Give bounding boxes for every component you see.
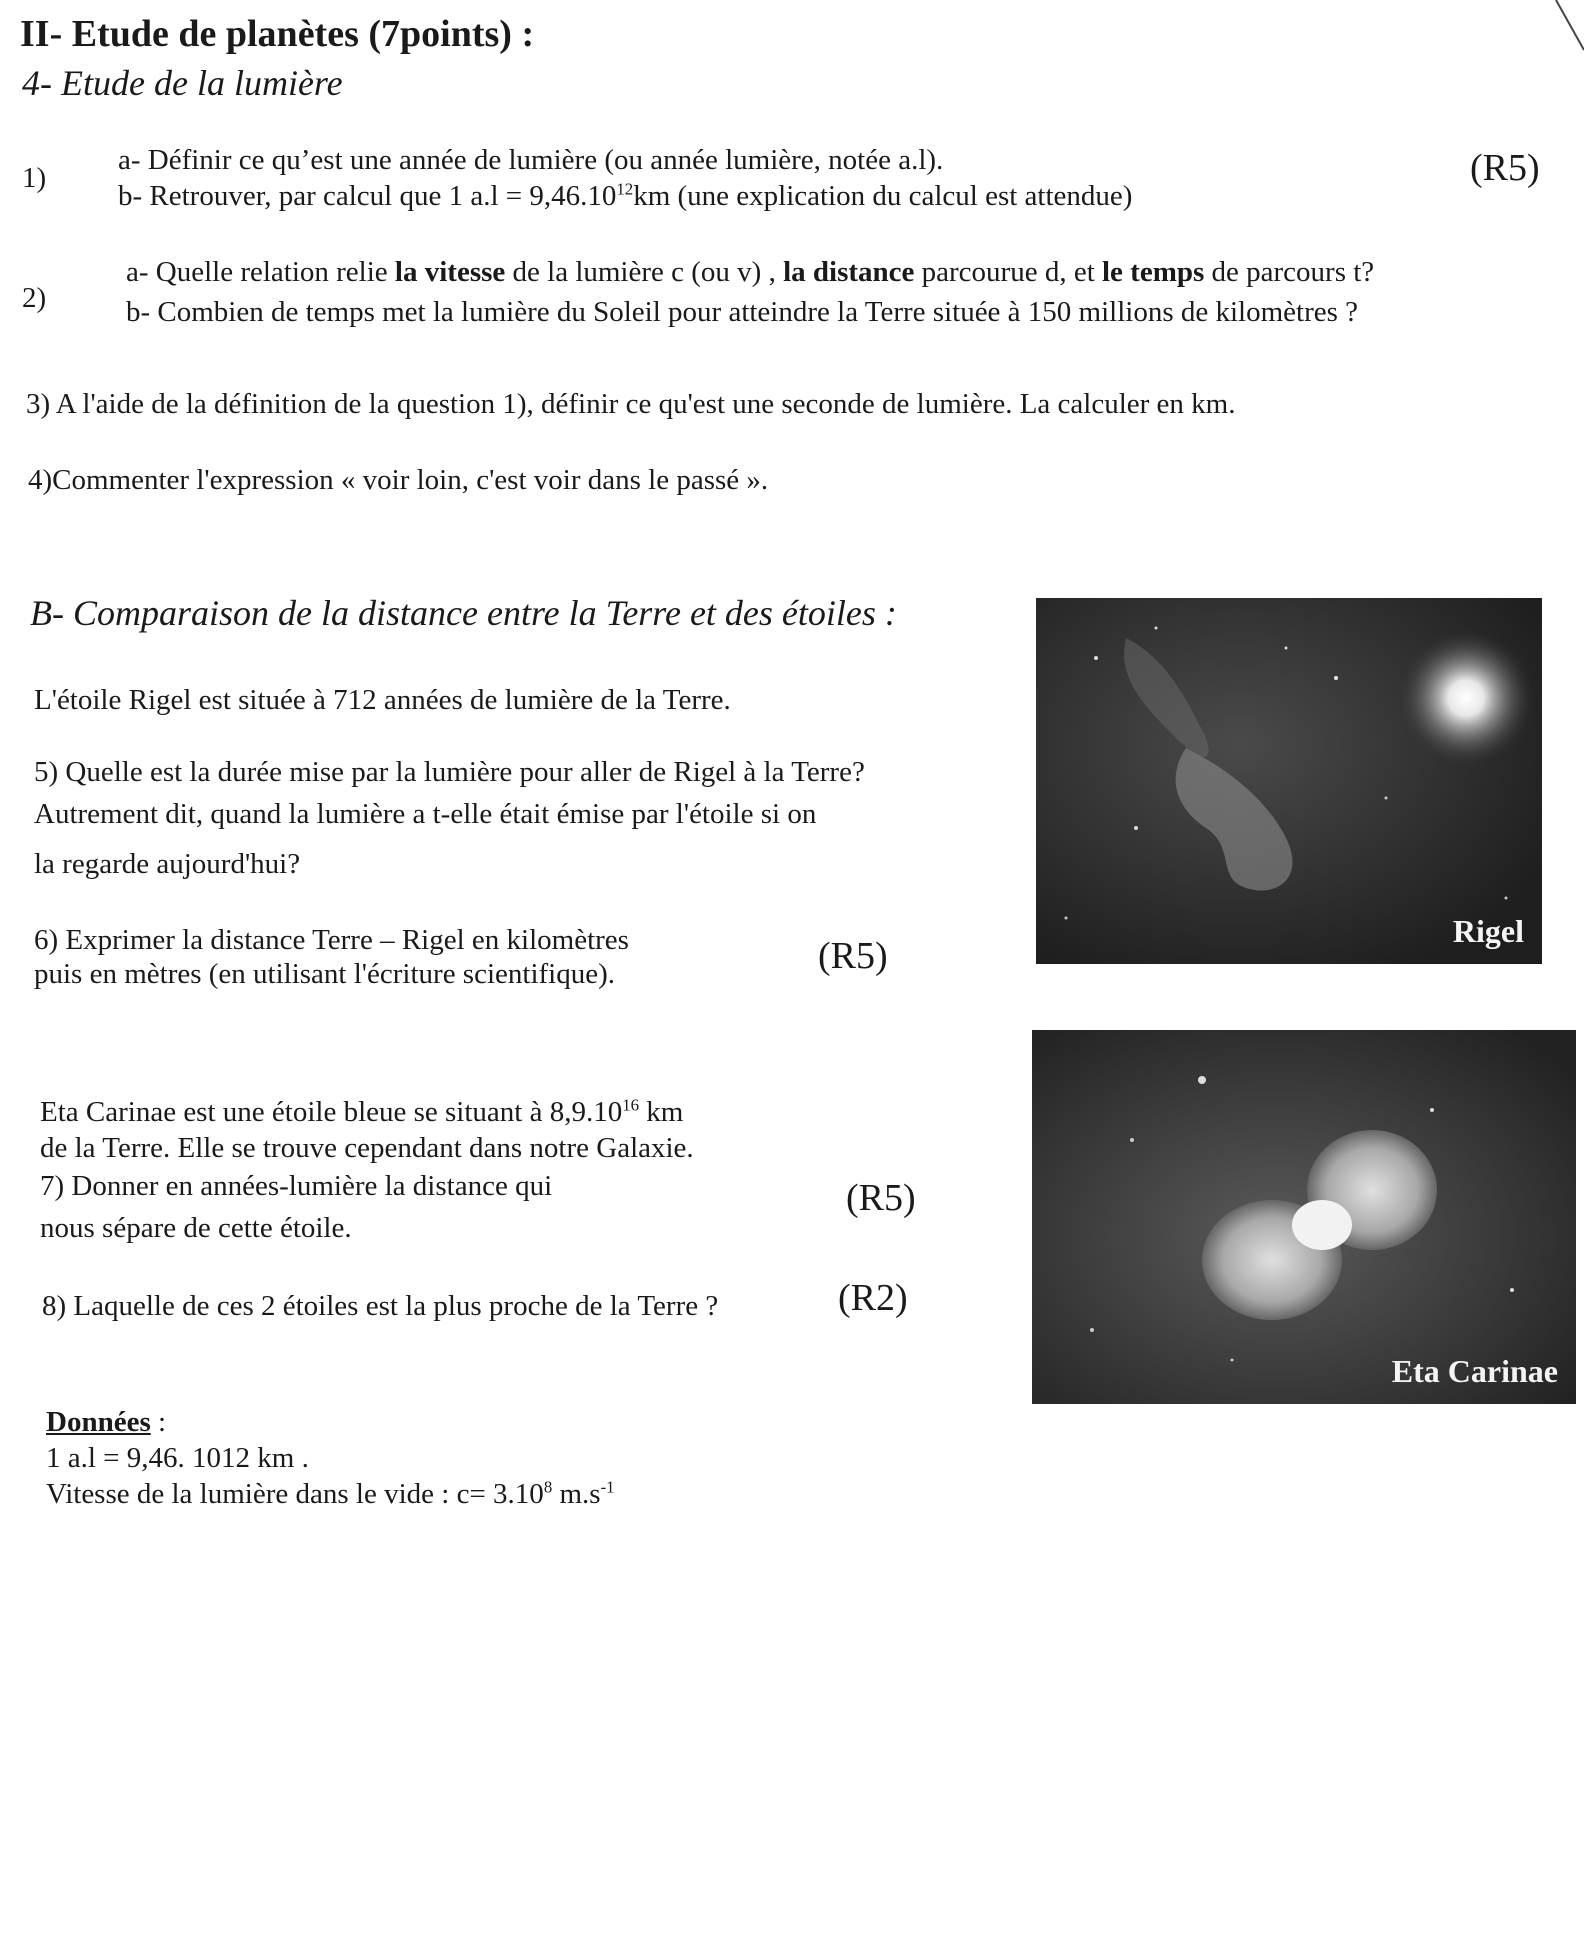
q7-ref: (R5) (846, 1177, 916, 1219)
q6-ref: (R5) (818, 935, 888, 977)
q2-number: 2) (22, 282, 47, 314)
eta-carinae-nebula-graphic (1032, 1030, 1576, 1404)
page-corner-mark (1544, 0, 1584, 60)
rigel-caption: Rigel (1452, 913, 1524, 949)
rigel-nebula-graphic (1036, 598, 1542, 964)
q1-ref: (R5) (1470, 147, 1540, 189)
section-subtitle: 4- Etude de la lumière (22, 63, 343, 103)
eta-intro-line2: de la Terre. Elle se trouve cependant dans notre Galaxie. (40, 1132, 694, 1164)
q5-line3: la regarde aujourd'hui? (34, 848, 301, 880)
rigel-intro: L'étoile Rigel est située à 712 années de lumière de la Terre. (34, 684, 731, 716)
q3: 3) A l'aide de la définition de la question 1), définir ce qu'est une seconde de lumière. La calculer en km. (26, 388, 1236, 420)
q2-b: b- Combien de temps met la lumière du Soleil pour atteindre la Terre située à 150 millions de kilomètres ? (126, 296, 1359, 328)
q6-line2: puis en mètres (en utilisant l'écriture scientifique). (34, 958, 616, 990)
section-title: II- Etude de planètes (7points) : (20, 13, 535, 55)
q5-line1: 5) Quelle est la durée mise par la lumière pour aller de Rigel à la Terre? (34, 756, 865, 788)
eta-intro-line1: Eta Carinae est une étoile bleue se situant à 8,9.10$^{16}$ km (40, 1095, 684, 1128)
q8-ref: (R2) (838, 1277, 908, 1319)
donnees-line1: 1 a.l = 9,46. 1012 km . (46, 1442, 309, 1474)
q7-line1: 7) Donner en années-lumière la distance qui (40, 1170, 553, 1202)
q8: 8) Laquelle de ces 2 étoiles est la plus proche de la Terre ? (42, 1290, 719, 1322)
q1-a: a- Définir ce qu’est une année de lumière (ou année lumière, notée a.l). (118, 144, 944, 176)
eta-carinae-image (1032, 1030, 1576, 1404)
q6-line1: 6) Exprimer la distance Terre – Rigel en kilomètres (34, 924, 629, 956)
eta-carinae-caption: Eta Carinae (1391, 1353, 1558, 1389)
partB-title: B- Comparaison de la distance entre la Terre et des étoiles : (30, 593, 897, 633)
donnees-heading: Données : (46, 1406, 167, 1438)
q7-line2: nous sépare de cette étoile. (40, 1212, 352, 1244)
q4: 4)Commenter l'expression « voir loin, c'est voir dans le passé ». (28, 464, 769, 496)
q1-b: b- Retrouver, par calcul que 1 $a.l = 9,46.10^{12}km$ (une explication du calcul est attendue) (118, 179, 1133, 212)
q5-line2: Autrement dit, quand la lumière a t-elle était émise par l'étoile si on (34, 798, 817, 830)
q1-number: 1) (22, 162, 47, 194)
q2-a: a- Quelle relation relie la vitesse de la lumière c (ou v) , la distance parcourue d, et le temps de parcours t? (126, 256, 1375, 288)
rigel-image (1036, 598, 1542, 964)
donnees-line2: Vitesse de la lumière dans le vide : $c= 3.10^8$ $m.s^{-1}$ (46, 1477, 615, 1510)
